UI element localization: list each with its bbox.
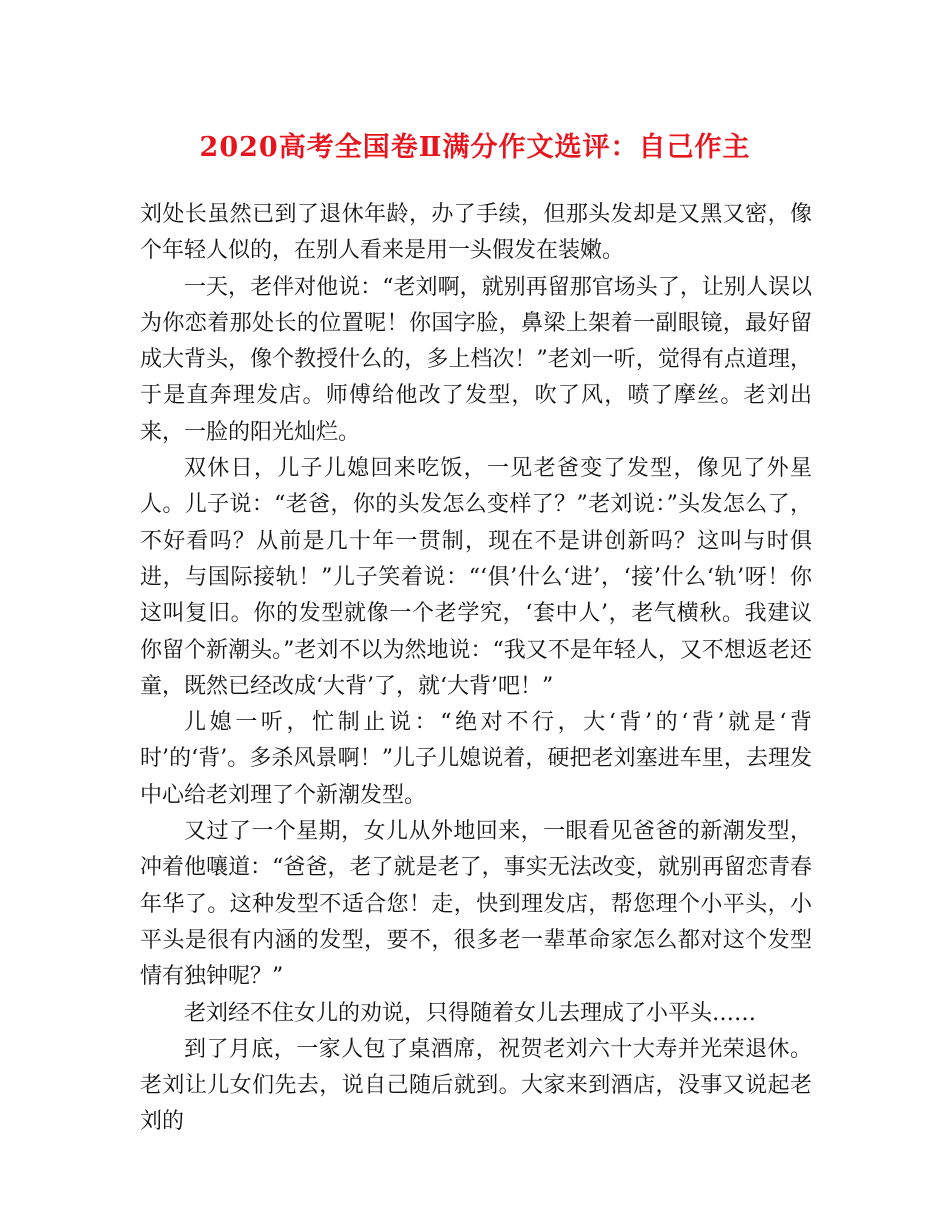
paragraph: 儿媳一听，忙制止说：“绝对不行，大‘背’的‘背’就是‘背时’的‘背’。多杀风景啊！”儿子儿媳说着，硬把老刘塞进车里，去理发中心给老刘理了个新潮发型。 <box>140 710 812 808</box>
document-title: 2020高考全国卷Ⅱ满分作文选评：自己作主 <box>199 132 751 163</box>
paragraph: 双休日，儿子儿媳回来吃饭，一见老爸变了发型，像见了外星人。儿子说：“老爸，你的头发怎么变样了？”老刘说：”头发怎么了，不好看吗？从前是几十年一贯制，现在不是讲创新吗？这叫与时俱进，与国际接轨！”儿子笑着说：“‘俱’什么‘进’，‘接’什么‘轨’呀！你这叫复旧。你的发型就像一个老学究，‘套中人’，老气横秋。我建议你留个新潮头。”老刘不以为然地说：“我又不是年轻人，又不想返老还童，既然已经改成‘大背’了，就‘大背’吧！” <box>140 456 812 699</box>
paragraph: 刘处长虽然已到了退休年龄，办了手续，但那头发却是又黑又密，像个年轻人似的，在别人看来是用一头假发在装嫩。 <box>140 202 812 264</box>
paragraph: 到了月底，一家人包了桌酒席，祝贺老刘六十大寿并光荣退休。老刘让儿女们先去，说自己随后就到。大家来到酒店，没事又说起老刘的 <box>140 1036 812 1135</box>
paragraph: 又过了一个星期，女儿从外地回来，一眼看见爸爸的新潮发型，冲着他嚷道：“爸爸，老了就是老了，事实无法改变，就别再留恋青春年华了。这种发型不适合您！走，快到理发店，帮您理个小平头，小平头是很有内涵的发型，要不，很多老一辈革命家怎么都对这个发型情有独钟呢？” <box>140 819 812 990</box>
paragraph: 老刘经不住女儿的劝说，只得随着女儿去理成了小平头…… <box>184 1000 757 1026</box>
document-body <box>140 197 812 1141</box>
paragraph: 一天，老伴对他说：“老刘啊，就别再留那官场头了，让别人误以为你恋着那处长的位置呢！你国字脸，鼻梁上架着一副眼镜，最好留成大背头，像个教授什么的，多上档次！”老刘一听，觉得有点道理，于是直奔理发店。师傅给他改了发型，吹了风，喷了摩丝。老刘出来，一脸的阳光灿烂。 <box>140 274 812 445</box>
